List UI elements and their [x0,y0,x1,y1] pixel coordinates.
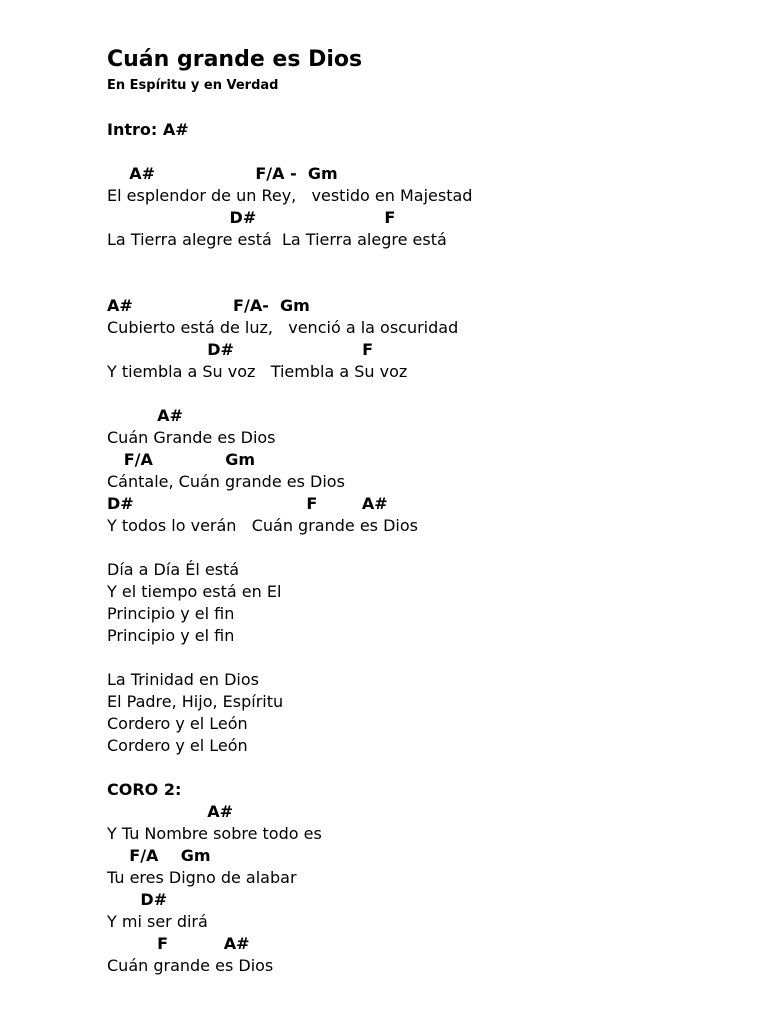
lyric-line: Cuán grande es Dios [107,956,274,975]
verse-1 [107,163,747,251]
lyric-line: Y Tu Nombre sobre todo es [107,824,322,843]
lyric-line: Cántale, Cuán grande es Dios [107,472,345,491]
lyric-line: Cordero y el León [107,736,248,755]
lyric-line: La Tierra alegre está La Tierra alegre está [107,230,447,249]
lyric-line: Y tiembla a Su voz Tiembla a Su voz [107,362,408,381]
chord-line: D# F [107,208,396,227]
chord-line: A# F/A- Gm [107,296,310,315]
lyric-line: Cordero y el León [107,714,248,733]
lyric-line: Cubierto está de luz, venció a la oscuridad [107,318,459,337]
coro-2-label: CORO 2: [107,780,182,799]
verse-4 [107,669,747,757]
chord-line: D# [107,890,168,909]
lyric-line: Día a Día Él está [107,560,240,579]
chord-line: F A# [107,934,250,953]
lyric-line: Principio y el fin [107,604,235,623]
chorus-1 [107,405,747,537]
lyric-line: Y mi ser dirá [107,912,208,931]
verse-2 [107,295,747,383]
lyric-line: Y el tiempo está en El [107,582,282,601]
lyric-line: Tu eres Digno de alabar [107,868,297,887]
lyric-line: Y todos lo verán Cuán grande es Dios [107,516,418,535]
verse-3 [107,559,747,647]
song-sheet [107,45,747,977]
song-title: Cuán grande es Dios [107,47,363,72]
song-subtitle: En Espíritu y en Verdad [107,78,279,93]
chord-line: A# [107,802,234,821]
chord-line: D# F [107,340,373,359]
lyric-line: El esplendor de un Rey, vestido en Majestad [107,186,473,205]
lyric-line: Cuán Grande es Dios [107,428,276,447]
lyric-line: Principio y el fin [107,626,235,645]
lyric-line: El Padre, Hijo, Espíritu [107,692,284,711]
chord-line: F/A Gm [107,450,256,469]
intro-line: Intro: A# [107,120,189,139]
chord-line: A# [107,406,183,425]
chord-line: A# F/A - Gm [107,164,338,183]
lyric-line: La Trinidad en Dios [107,670,259,689]
chord-line: F/A Gm [107,846,211,865]
chorus-2 [107,779,747,977]
chord-line: D# F A# [107,494,388,513]
